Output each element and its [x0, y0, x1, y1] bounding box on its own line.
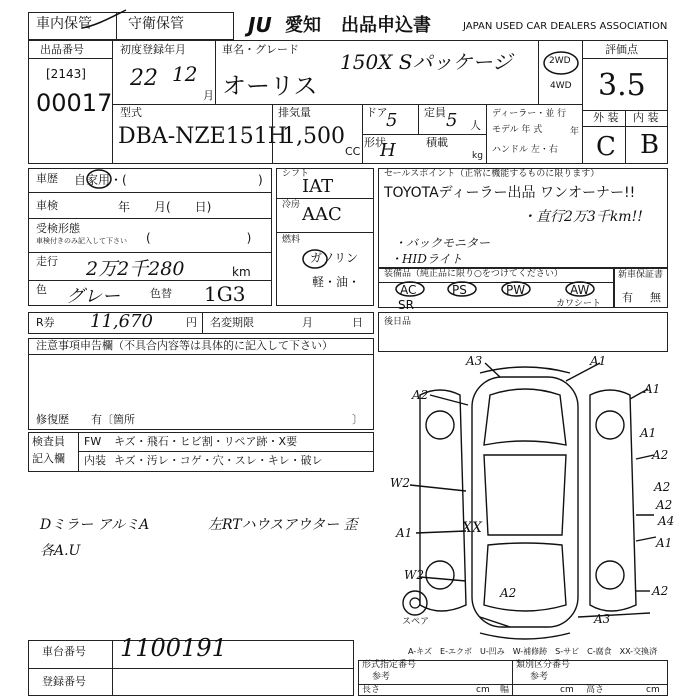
equipment-label: 装備品（純正品に限り○をつけてください） [384, 269, 563, 279]
height-unit: cm [646, 685, 660, 695]
spare-tire-icon [400, 588, 430, 618]
diagram-mark: A3 [466, 354, 483, 368]
kg-unit: kg [472, 151, 483, 161]
km-unit: km [232, 265, 251, 279]
lot-number: 00017 [36, 89, 113, 117]
color-change-label: 色替 [150, 287, 172, 300]
exterior-grade: C [596, 132, 616, 162]
model-label: 車名・グレード [222, 43, 299, 56]
diagram-mark: XX [462, 520, 482, 536]
repair-history: 修復歴 有〔箇所 [36, 413, 135, 426]
reference-label: 参考 [372, 672, 391, 682]
form-number-label: 形式指定番号 [362, 660, 417, 670]
inspector-line2-head: 内装 [84, 454, 106, 467]
doors-value: 5 [386, 110, 398, 131]
ac-value: AAC [302, 204, 342, 225]
selling-point-3: ・バックモニター [394, 236, 491, 250]
lot-label: 出品番号 [40, 43, 84, 56]
usage-close: ) [258, 173, 263, 187]
height-label: 高さ [586, 685, 605, 695]
reference-label: 参考 [530, 672, 549, 682]
warranty-label: 新車保証書 [618, 270, 664, 280]
registration-label: 初度登録年月 [120, 43, 186, 56]
width-label: 幅 [500, 685, 510, 695]
form-title: 出品申込書 [341, 15, 431, 36]
logo-mark: JU [248, 13, 272, 37]
length-unit: cm [476, 685, 490, 695]
fuel-gasoline: ガソリン [310, 251, 359, 265]
diagram-mark: A1 [640, 426, 657, 440]
mileage-value: 2万2千280 [86, 258, 185, 280]
interior-grade: B [640, 130, 660, 160]
color-code: 1G3 [204, 282, 246, 306]
diagram-mark: A1 [396, 526, 413, 540]
inspector-note-1: Dミラー アルミA [40, 517, 150, 533]
interior-label: 内 装 [633, 111, 659, 124]
damage-legend: A-キズ E-エクボ U-凹み W-補修跡 S-サビ C-腐食 XX-交換済 [408, 647, 658, 656]
shape-label: 形状 [364, 136, 386, 149]
notes-sub: 車検付きのみ記入して下さい [36, 237, 127, 245]
equipment-circles [390, 280, 600, 298]
warranty-no: 無 [650, 291, 661, 304]
storage-check-mark [80, 8, 130, 32]
warranty-yes: 有 [622, 291, 633, 304]
spare-label: スペア [402, 617, 430, 627]
equip-leather: カワシート [556, 299, 602, 309]
diagram-mark: A2 [500, 586, 517, 600]
inspector-line1: キズ・飛石・ヒビ割・リペア跡・X要 [114, 435, 298, 448]
shift-value: IAT [302, 176, 334, 197]
width-unit: cm [560, 685, 574, 695]
storage-tab-alt-label: 守衛保管 [128, 16, 184, 32]
diagram-mark: A2 [656, 498, 673, 512]
registration-month: 12 [172, 62, 198, 86]
inspector-note-2: 左RTハウスアウター 歪 [208, 517, 358, 533]
ac-label: 冷房 [282, 200, 301, 210]
diagram-mark: A1 [644, 382, 661, 396]
seats-value: 5 [446, 110, 458, 131]
registration-number-label: 登録番号 [42, 675, 86, 688]
name-change-label: 名変期限 [210, 316, 254, 329]
selling-point-2: ・直行2万3千km!! [522, 209, 643, 225]
model-year-label: モデル 年 式 [492, 125, 543, 135]
diagram-mark: A1 [656, 536, 673, 550]
equip-sr: SR [398, 298, 414, 312]
inspection-label: 車検 [36, 199, 58, 212]
registration-year: 22 [130, 66, 158, 91]
remarks-label: 注意事項申告欄（不具合内容等は具体的に記入して下さい） [36, 339, 333, 352]
color-value: グレー [66, 286, 120, 307]
payload-label: 積載 [426, 136, 448, 149]
lot-lane: [2143] [46, 67, 86, 81]
equip-ac: AC [400, 283, 417, 297]
selling-point-1: TOYOTAディーラー出品 ワンオーナー!! [384, 185, 636, 201]
storage-tab-label: 車内保管 [36, 16, 92, 32]
cc-unit: CC [345, 145, 361, 158]
equip-aw: AW [570, 283, 590, 297]
drive-2wd: 2WD [549, 56, 571, 66]
equip-pw: PW [506, 283, 526, 297]
fuel-label: 燃料 [282, 235, 301, 245]
usage-label: 車歴 [36, 172, 58, 185]
length-label: 長さ [362, 685, 381, 695]
type-value: DBA-NZE151H [118, 124, 287, 149]
usage-value: 自家用・( [74, 173, 127, 187]
diagram-mark: A3 [594, 612, 611, 626]
grade-score: 3.5 [598, 68, 646, 103]
seats-unit: 人 [470, 119, 481, 132]
drive-4wd: 4WD [550, 81, 572, 91]
model-grade: 150X Sパッケージ [340, 50, 513, 74]
displacement-value: 1,500 [282, 124, 345, 149]
year-unit: 年 [570, 127, 580, 137]
chassis-label: 車台番号 [42, 645, 86, 658]
name-change-month: 月 [302, 316, 313, 329]
diagram-mark: A2 [652, 448, 669, 462]
grade-label: 評価点 [605, 43, 638, 56]
equip-ps: PS [452, 283, 467, 297]
inspector-label-2: 記入欄 [32, 452, 65, 465]
doors-label: ドア [366, 106, 388, 119]
shape-value: H [380, 140, 396, 161]
notes-label: 受検形態 [36, 222, 80, 235]
recycle-amount: 11,670 [90, 311, 153, 332]
inspector-label-1: 検査員 [32, 435, 65, 448]
shift-label: シフト [282, 169, 310, 179]
name-change-day: 日 [352, 316, 363, 329]
exterior-label: 外 装 [593, 111, 619, 124]
diagram-mark: W2 [390, 476, 410, 490]
model-name: オーリス [222, 72, 318, 100]
dealer-label: ディーラー・並 行 [492, 109, 567, 119]
mileage-label: 走行 [36, 255, 58, 268]
after-items-block [378, 312, 668, 352]
after-items-label: 後日品 [384, 317, 412, 327]
selling-point-4: ・HIDライト [390, 252, 463, 266]
displacement-label: 排気量 [278, 106, 311, 119]
inspector-line1-head: FW [84, 435, 102, 448]
recycle-block [28, 312, 374, 334]
notes-paren: ( ) [146, 231, 252, 245]
recycle-yen: 円 [186, 316, 197, 329]
usage-circle [84, 168, 114, 190]
class-number-label: 類別区分番号 [516, 660, 571, 670]
inspector-line2: キズ・汚レ・コゲ・穴・スレ・キレ・破レ [114, 454, 323, 467]
color-label: 色 [36, 283, 47, 296]
chassis-value: 1100191 [120, 634, 227, 662]
diagram-mark: A2 [654, 480, 671, 494]
fuel-diesel: 軽・油・ [312, 275, 361, 289]
type-label: 型式 [120, 106, 142, 119]
registration-month-unit: 月 [203, 89, 214, 102]
seats-label: 定員 [424, 106, 446, 119]
repair-close: 〕 [352, 413, 363, 426]
association-name: JAPAN USED CAR DEALERS ASSOCIATION [463, 21, 668, 32]
diagram-mark: A4 [658, 514, 675, 528]
inspector-note-3: 各A.U [40, 543, 81, 559]
logo-pref: 愛知 [285, 15, 321, 36]
diagram-mark: A2 [652, 584, 669, 598]
selling-points-label: セールスポイント（正常に機能するものに限ります） [384, 169, 600, 179]
inspection-value: 年 月( 日) [118, 200, 212, 214]
recycle-label: R券 [36, 316, 55, 329]
diagram-mark: A2 [412, 388, 429, 402]
handle-label: ハンドル 左・右 [492, 145, 558, 155]
diagram-mark: W2 [404, 568, 424, 582]
diagram-mark: A1 [590, 354, 607, 368]
